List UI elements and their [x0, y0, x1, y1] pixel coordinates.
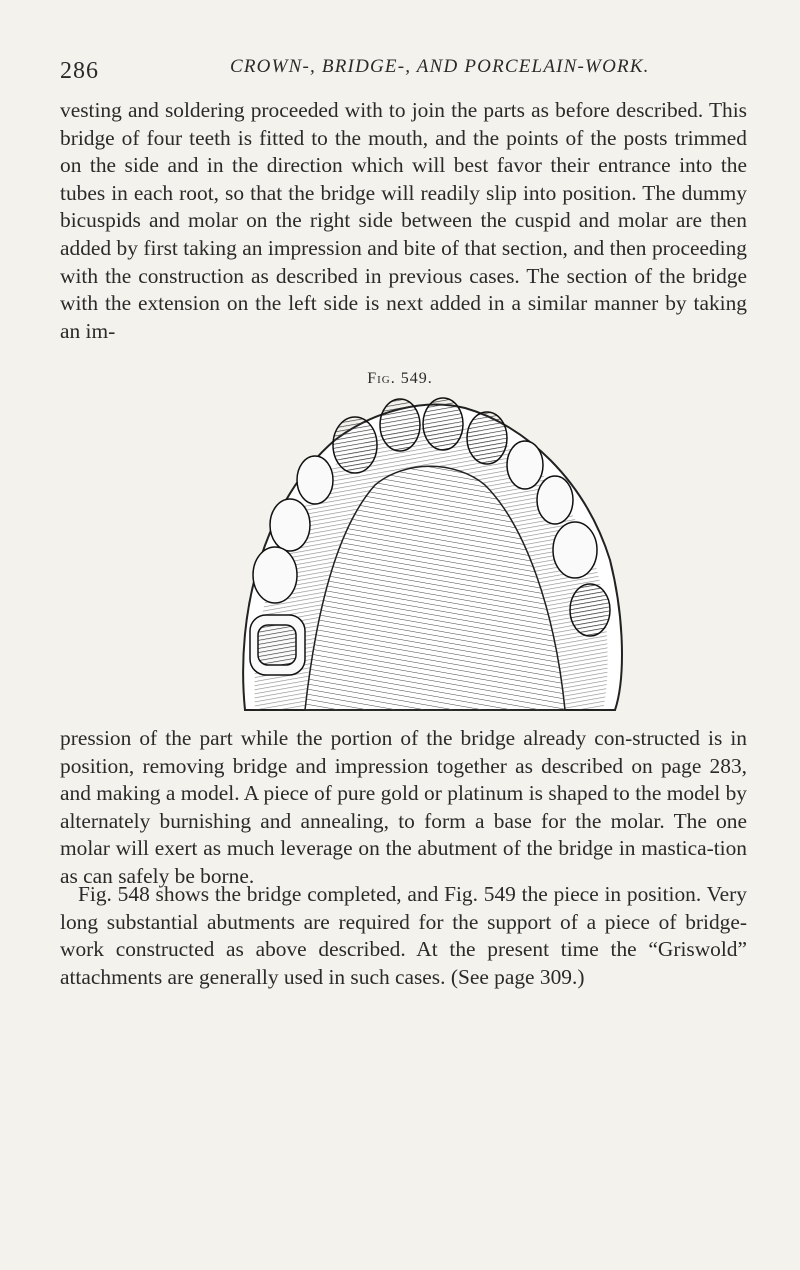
dental-arch-illustration [225, 390, 635, 725]
figure-caption [0, 370, 800, 388]
paragraph-2: pression of the part while the portion of the bridge already con-structed is in position, removing bridge and impression together as described on page 283, and making a model. A piece of pure gold or platinum is shaped to the model by alternately burnishing and annealing, to form a base for the molar. The one molar will exert as much leverage on the abutment of the bridge in mastica-tion as can safely be borne. [60, 726, 747, 888]
paragraph-1: vesting and soldering proceeded with to join the parts as before described. This bridge of four teeth is fitted to the mouth, and the points of the posts trimmed on the side and in the direction which will best favor their entrance into the tubes in each root, so that the bridge will readily slip into position. The dummy bicuspids and molar on the right side between the cuspid and molar are then added by first taking an impression and bite of that section, and then proceeding with the construction as described in previous cases. The section of the bridge with the extension on the left side is next added in a similar manner by taking an im- [60, 98, 747, 343]
page-header [60, 52, 760, 92]
running-head: CROWN-, BRIDGE-, AND PORCELAIN-WORK. [230, 56, 650, 77]
figure-caption-text: Fig. 549. [367, 370, 433, 387]
page-number: 286 [60, 58, 99, 84]
paragraph-3: Fig. 548 shows the bridge completed, and Fig. 549 the piece in position. Very long substantial abutments are required for the support of a piece of bridge-work constructed as above described. At the present time the “Griswold” attachments are generally used in such cases. (See page 309.) [60, 882, 747, 989]
